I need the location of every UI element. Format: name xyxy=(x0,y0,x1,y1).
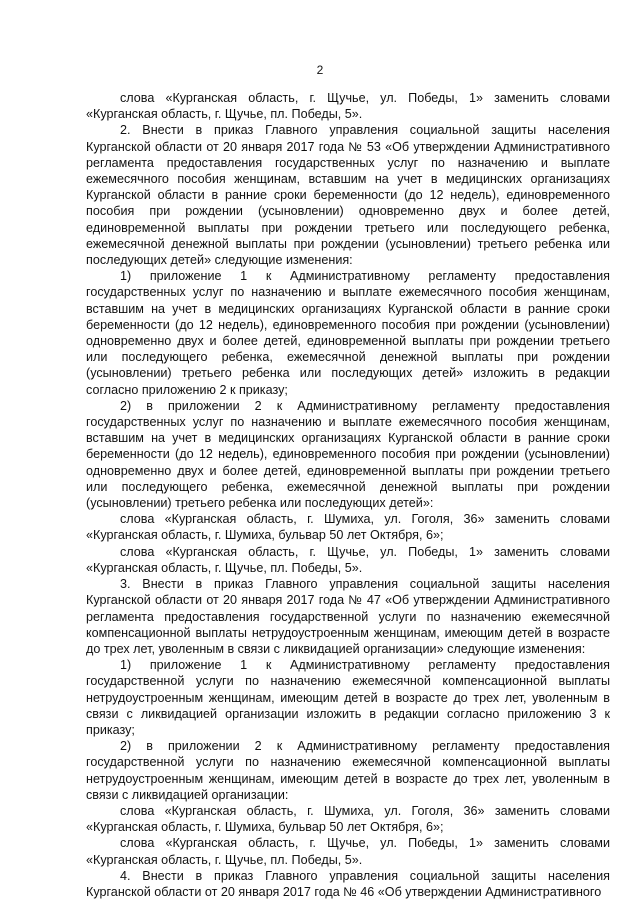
paragraph: 1) приложение 1 к Административному регламенту предоставления государственных услуг по назначению и выплате ежемесячного пособия женщинам, вставшим на учет в медицинских организациях Курганской области в ранние сроки беременности (до 12 недель), единовременного пособия при рождении (усыновлении) одновременно двух и более детей, единовременной выплаты при рождении третьего или последующего ребенка, ежемесячной денежной выплаты при рождении (усыновлении) третьего ребенка или последующих детей» изложить в редакции согласно приложению 2 к приказу; xyxy=(86,269,610,397)
paragraph: 1) приложение 1 к Административному регламенту предоставления государственной услуги по назначению ежемесячной компенсационной выплаты нетрудоустроенным женщинам, имеющим детей в возрасте до трех лет, уволенным в связи с ликвидацией организации изложить в редакции согласно приложению 3 к приказу; xyxy=(86,658,610,737)
paragraph: 2) в приложении 2 к Административному регламенту предоставления государственной услуги по назначению ежемесячной компенсационной выплаты нетрудоустроенным женщинам, имеющим детей в возрасте до трех лет, уволенным в связи с ликвидацией организации: xyxy=(86,739,610,802)
paragraph: слова «Курганская область, г. Шумиха, ул. Гоголя, 36» заменить словами «Курганская область, г. Шумиха, бульвар 50 лет Октября, 6»; xyxy=(86,803,610,835)
paragraph: слова «Курганская область, г. Щучье, ул. Победы, 1» заменить словами «Курганская область, г. Щучье, пл. Победы, 5». xyxy=(86,836,610,867)
paragraph: 2. Внести в приказ Главного управления социальной защиты населения Курганской области от 20 января 2017 года № 53 «Об утверждении Административного регламента предоставления государственных услуг по назначению и выплате ежемесячного пособия женщинам, вставшим на учет в медицинских организациях Курганской области в ранние сроки беременности (до 12 недель), единовременного пособия при рождении (усыновлении) одновременно двух и более детей, единовременной выплаты при рождении третьего или последующего ребенка, ежемесячной денежной выплаты при рождении (усыновлении) третьего ребенка или последующих детей» следующие изменения: xyxy=(86,123,610,268)
paragraph: 2) в приложении 2 к Административному регламенту предоставления государственных услуг по назначению и выплате ежемесячного пособия женщинам, вставшим на учет в медицинских организациях Курганской области в ранние сроки беременности (до 12 недель), единовременного пособия при рождении (усыновлении) одновременно двух и более детей, единовременной выплаты при рождении третьего или последующего ребенка, ежемесячной денежной выплаты при рождении (усыновлении) третьего ребенка или последующих детей»: xyxy=(86,398,610,511)
paragraph: слова «Курганская область, г. Шумиха, ул. Гоголя, 36» заменить словами «Курганская область, г. Шумиха, бульвар 50 лет Октября, 6»; xyxy=(86,512,610,543)
paragraph: слова «Курганская область, г. Щучье, ул. Победы, 1» заменить словами «Курганская область, г. Щучье, пл. Победы, 5». xyxy=(86,91,610,122)
document-body xyxy=(86,90,610,900)
page-number: 2 xyxy=(316,63,324,77)
paragraph: 4. Внести в приказ Главного управления социальной защиты населения Курганской области от 20 января 2017 года № 46 «Об утверждении Административного xyxy=(86,868,610,899)
paragraph: слова «Курганская область, г. Щучье, ул. Победы, 1» заменить словами «Курганская область, г. Щучье, пл. Победы, 5». xyxy=(86,544,610,575)
paragraph: 3. Внести в приказ Главного управления социальной защиты населения Курганской области от 20 января 2017 года № 47 «Об утверждении Административного регламента предоставления государственной услуги по назначению ежемесячной компенсационной выплаты нетрудоустроенным женщинам, имеющим детей в возрасте до трех лет, уволенным в связи с ликвидацией организации» следующие изменения: xyxy=(86,577,610,656)
